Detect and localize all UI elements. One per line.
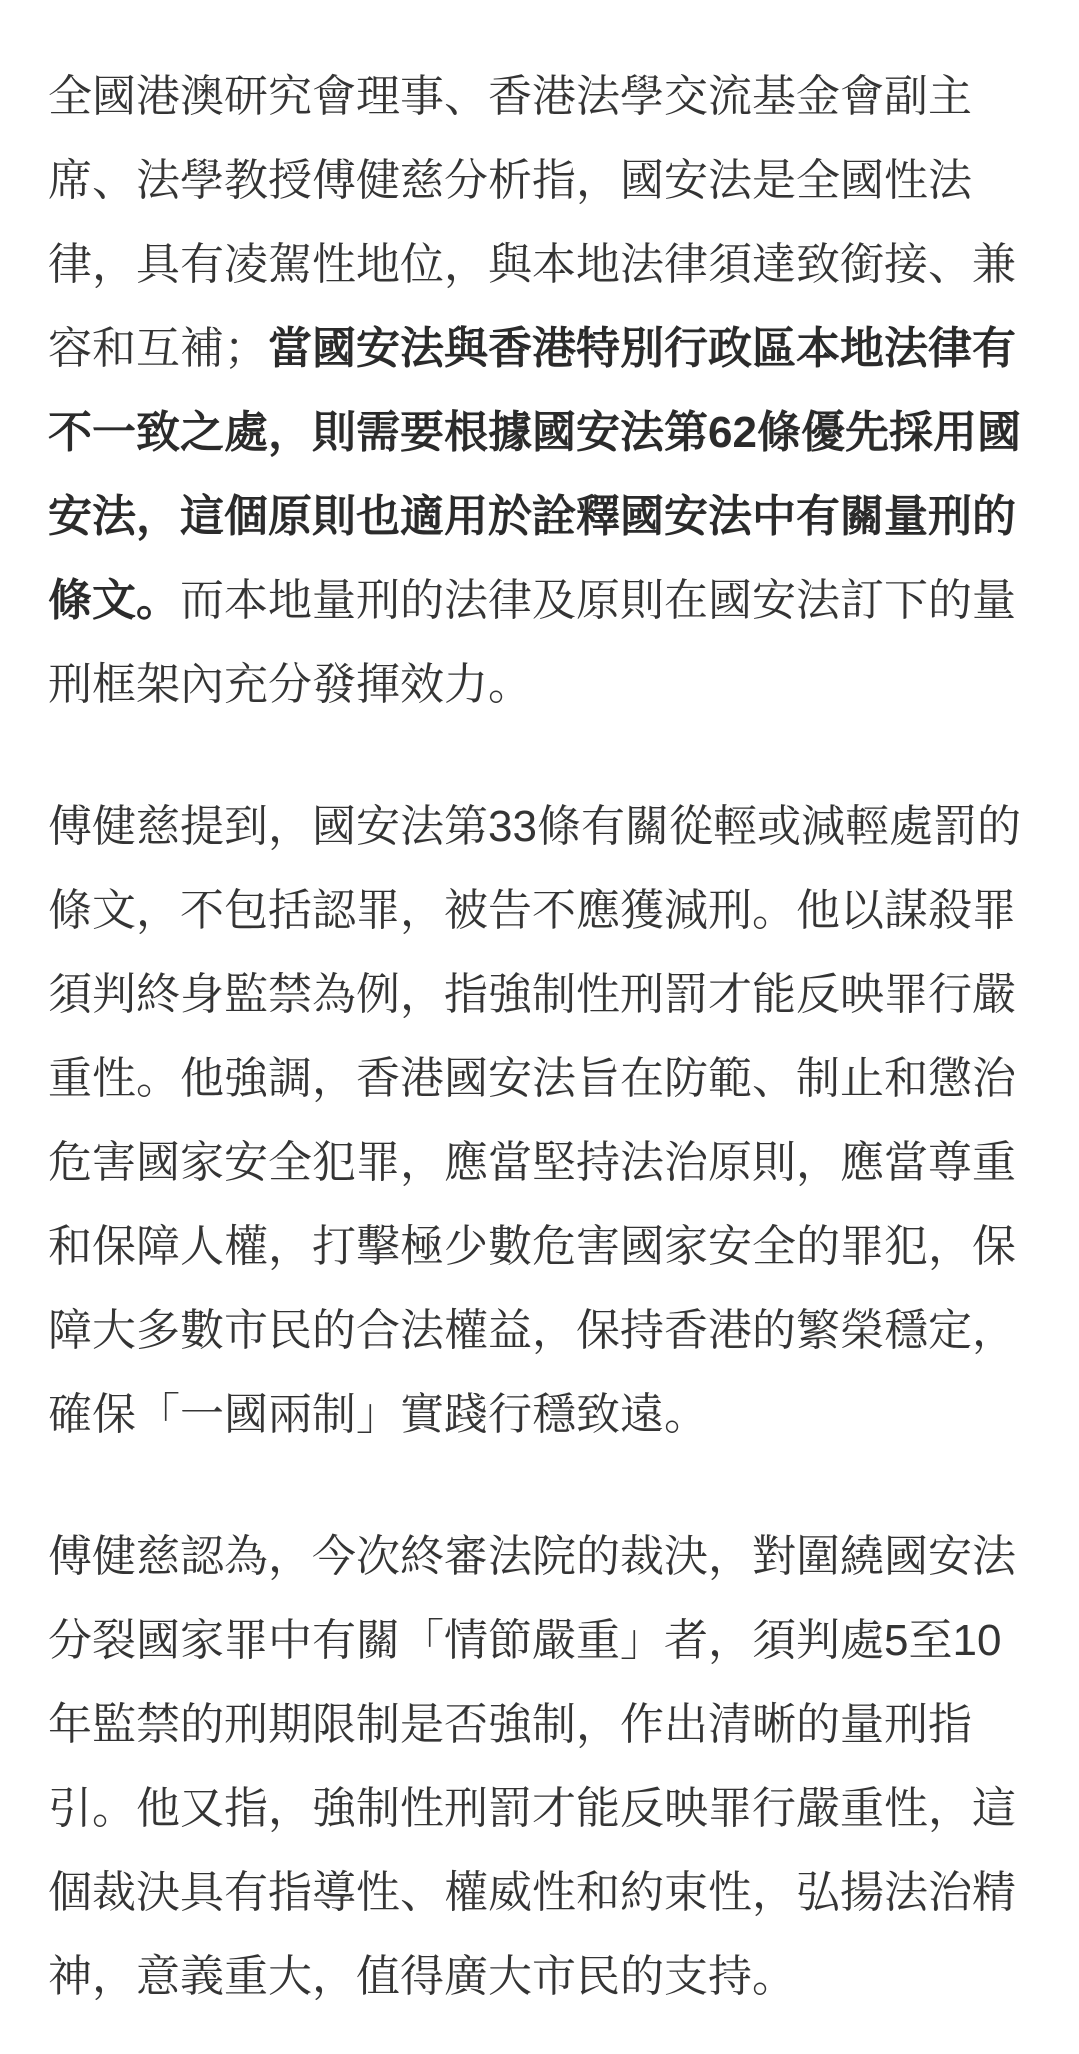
paragraph-3 xyxy=(48,1515,1031,2019)
paragraph-1-run-normal-tail: 而本地量刑的法律及原則在國安法訂下的量刑框架內充分發揮效力。 xyxy=(48,576,1016,709)
paragraph-2 xyxy=(48,785,1031,1457)
paragraph-3-run-normal: 傅健慈認為，今次終審法院的裁決，對圍繞國安法分裂國家罪中有關「情節嚴重」者，須判處5至10年監禁的刑期限制是否強制，作出清晰的量刑指引。他又指，強制性刑罰才能反映罪行嚴重性，這個裁決具有指導性、權威性和約束性，弘揚法治精神，意義重大，值得廣大市民的支持。 xyxy=(48,1532,1016,2001)
paragraph-1-run-normal-lead: 全國港澳研究會理事、香港法學交流基金會副主席、法學教授傅健慈分析指，國安法是全國性法律，具有凌駕性地位，與本地法律須達致銜接、兼容和互補； xyxy=(48,72,1016,373)
paragraph-1-run-bold-emphasis: 當國安法與香港特別行政區本地法律有不一致之處，則需要根據國安法第62條優先採用國安法，這個原則也適用於詮釋國安法中有關量刑的條文。 xyxy=(48,324,1021,625)
paragraph-2-run-normal: 傅健慈提到，國安法第33條有關從輕或減輕處罰的條文，不包括認罪，被告不應獲減刑。他以謀殺罪須判終身監禁為例，指強制性刑罰才能反映罪行嚴重性。他強調，香港國安法旨在防範、制止和懲治危害國家安全犯罪，應當堅持法治原則，應當尊重和保障人權，打擊極少數危害國家安全的罪犯，保障大多數市民的合法權益，保持香港的繁榮穩定，確保「一國兩制」實踐行穩致遠。 xyxy=(48,802,1021,1439)
paragraph-1 xyxy=(48,55,1031,727)
